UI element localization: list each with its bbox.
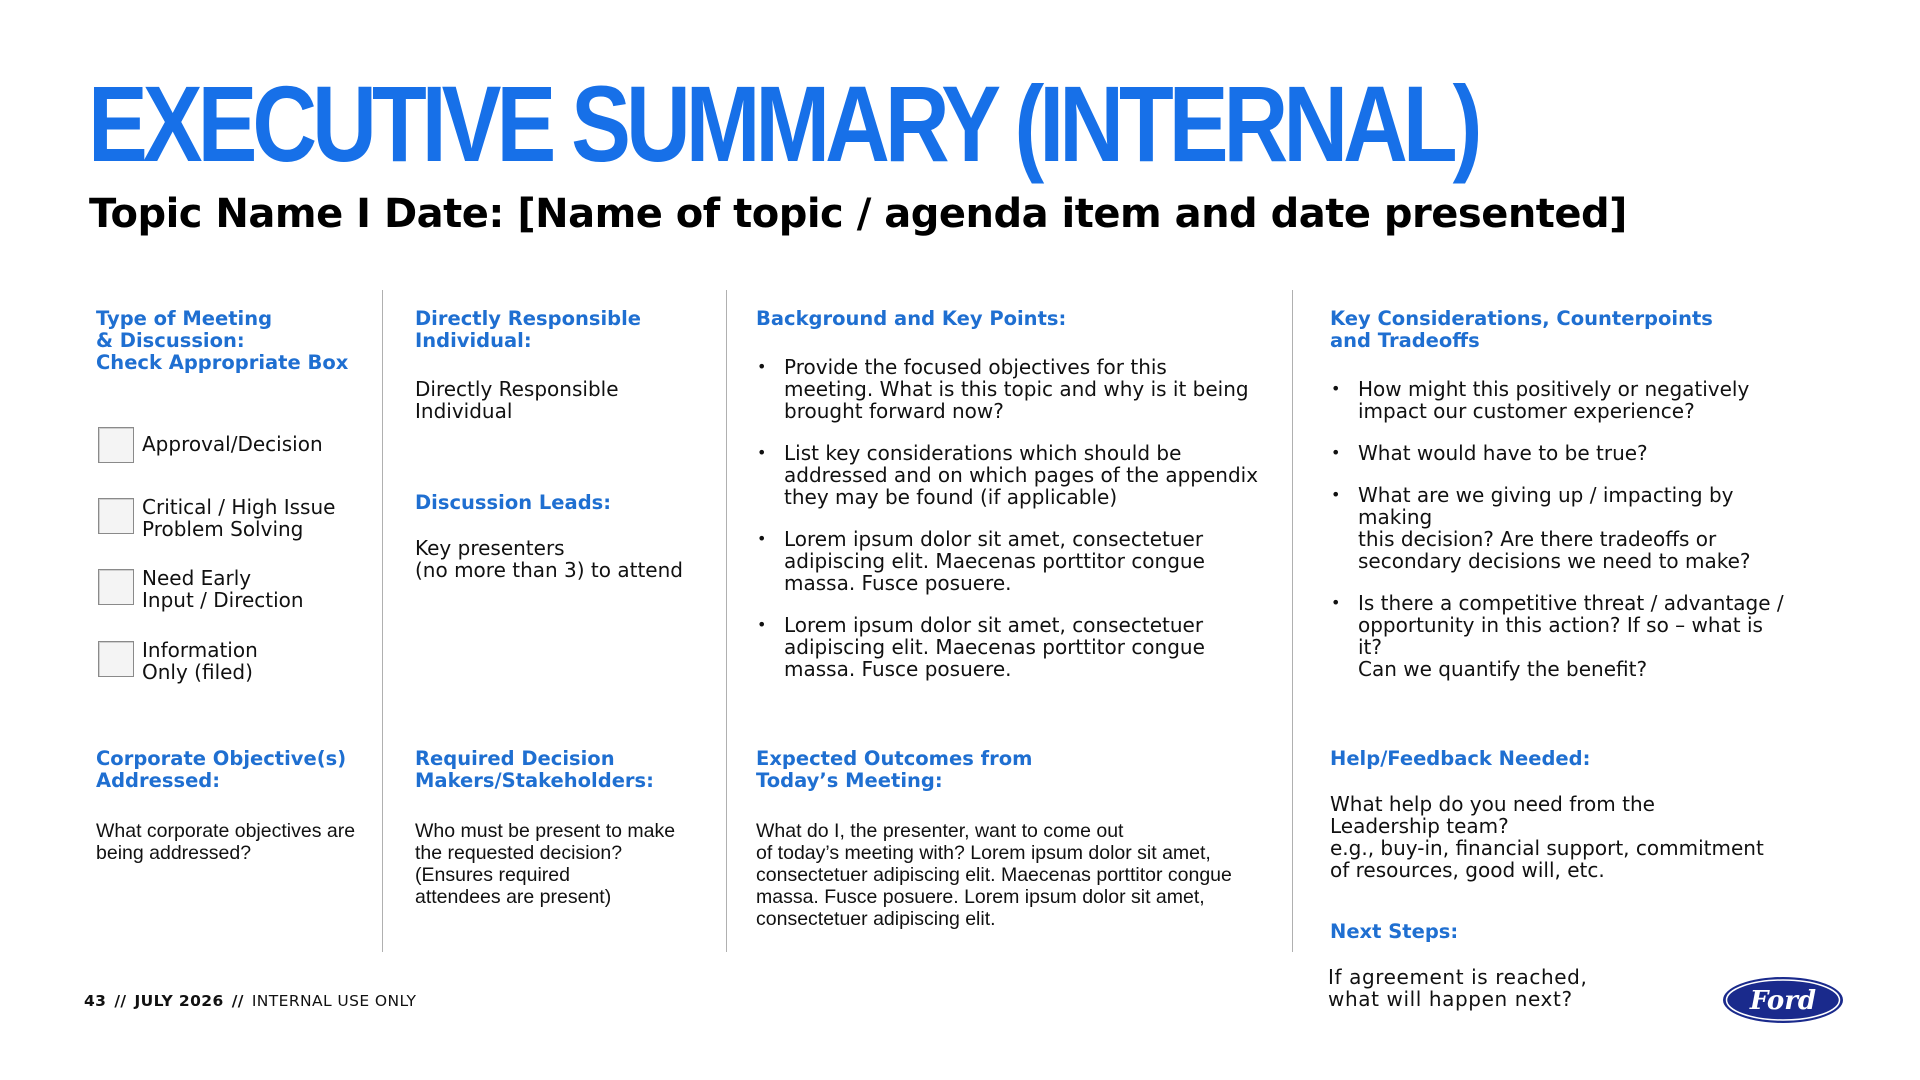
ford-logo-text: Ford	[1749, 986, 1817, 1016]
list-item: • Is there a competitive threat / advantage / opportunity in this action? If so – what is it? Can we quantify the benefit?	[1330, 592, 1784, 680]
page-title: EXECUTIVE SUMMARY (INTERNAL)	[88, 63, 1478, 184]
discussion-leads-text: Key presenters (no more than 3) to attend	[415, 536, 683, 582]
next-steps-text: If agreement is reached, what will happen next?	[1328, 965, 1588, 1011]
checkbox-label: Approval/Decision	[142, 432, 323, 456]
expected-outcomes-text: What do I, the presenter, want to come out of today’s meeting with? Lorem ipsum dolor sit amet, consectetuer adipiscing elit. Maecenas porttitor congue massa. Fusce posuere. Lorem ipsum dolor sit amet, consectetuer adipiscing elit.	[756, 820, 1232, 930]
footer-classification: INTERNAL USE ONLY	[251, 992, 417, 1010]
background-heading: Background and Key Points:	[756, 307, 1067, 330]
checkbox-early-input[interactable]	[98, 567, 304, 611]
list-item: • Lorem ipsum dolor sit amet, consectetuer adipiscing elit. Maecenas porttitor congue massa. Fusce posuere.	[756, 528, 1258, 594]
checkbox-label: Need Early Input / Direction	[142, 566, 304, 612]
help-feedback-heading: Help/Feedback Needed:	[1330, 747, 1591, 770]
dri-text: Directly Responsible Individual	[415, 377, 619, 423]
list-item: • How might this positively or negatively impact our customer experience?	[1330, 378, 1784, 422]
corporate-objectives-heading: Corporate Objective(s) Addressed:	[96, 747, 347, 792]
meeting-type-heading: Type of Meeting & Discussion: Check Appropriate Box	[96, 307, 349, 374]
decision-makers-heading: Required Decision Makers/Stakeholders:	[415, 747, 654, 792]
corporate-objectives-text: What corporate objectives are being addressed?	[96, 820, 356, 864]
expected-outcomes-heading: Expected Outcomes from Today’s Meeting:	[756, 747, 1033, 792]
list-item: • What would have to be true?	[1330, 442, 1784, 464]
list-item: • List key considerations which should be addressed and on which pages of the appendix they may be found (if applicable)	[756, 442, 1258, 508]
background-list	[756, 356, 1258, 680]
checkbox[interactable]	[98, 427, 134, 463]
help-feedback-text: What help do you need from the Leadership team? e.g., buy-in, financial support, commitment of resources, good will, etc.	[1330, 792, 1764, 882]
footer	[84, 992, 416, 1010]
list-item: • Lorem ipsum dolor sit amet, consectetuer adipiscing elit. Maecenas porttitor congue massa. Fusce posuere.	[756, 614, 1258, 680]
considerations-list	[1330, 378, 1784, 680]
column-divider	[726, 290, 727, 952]
dri-heading: Directly Responsible Individual:	[415, 307, 642, 352]
footer-date: JULY 2026	[134, 992, 224, 1010]
checkbox[interactable]	[98, 569, 134, 605]
checkbox[interactable]	[98, 498, 134, 534]
page-number: 43	[84, 992, 107, 1010]
checkbox-information-only[interactable]	[98, 639, 258, 683]
footer-separator: //	[231, 992, 244, 1010]
footer-separator: //	[114, 992, 127, 1010]
checkbox[interactable]	[98, 641, 134, 677]
decision-makers-text: Who must be present to make the requested decision? (Ensures required attendees are present)	[415, 820, 676, 908]
checkbox-approval-decision[interactable]	[98, 425, 323, 463]
checkbox-critical-issue[interactable]	[98, 496, 335, 540]
list-item: • What are we giving up / impacting by making this decision? Are there tradeoffs or secondary decisions we need to make?	[1330, 484, 1784, 572]
ford-logo-icon	[1722, 976, 1844, 1024]
checkbox-label: Critical / High Issue Problem Solving	[142, 495, 336, 541]
column-divider	[1292, 290, 1293, 952]
column-divider	[382, 290, 383, 952]
checkbox-label: Information Only (filed)	[142, 638, 258, 684]
page-subtitle: Topic Name I Date: [Name of topic / agenda item and date presented]	[89, 191, 1627, 237]
next-steps-heading: Next Steps:	[1330, 920, 1459, 943]
discussion-leads-heading: Discussion Leads:	[415, 491, 612, 514]
list-item: • Provide the focused objectives for this meeting. What is this topic and why is it being brought forward now?	[756, 356, 1258, 422]
key-considerations-heading: Key Considerations, Counterpoints and Tradeoffs	[1330, 307, 1713, 352]
